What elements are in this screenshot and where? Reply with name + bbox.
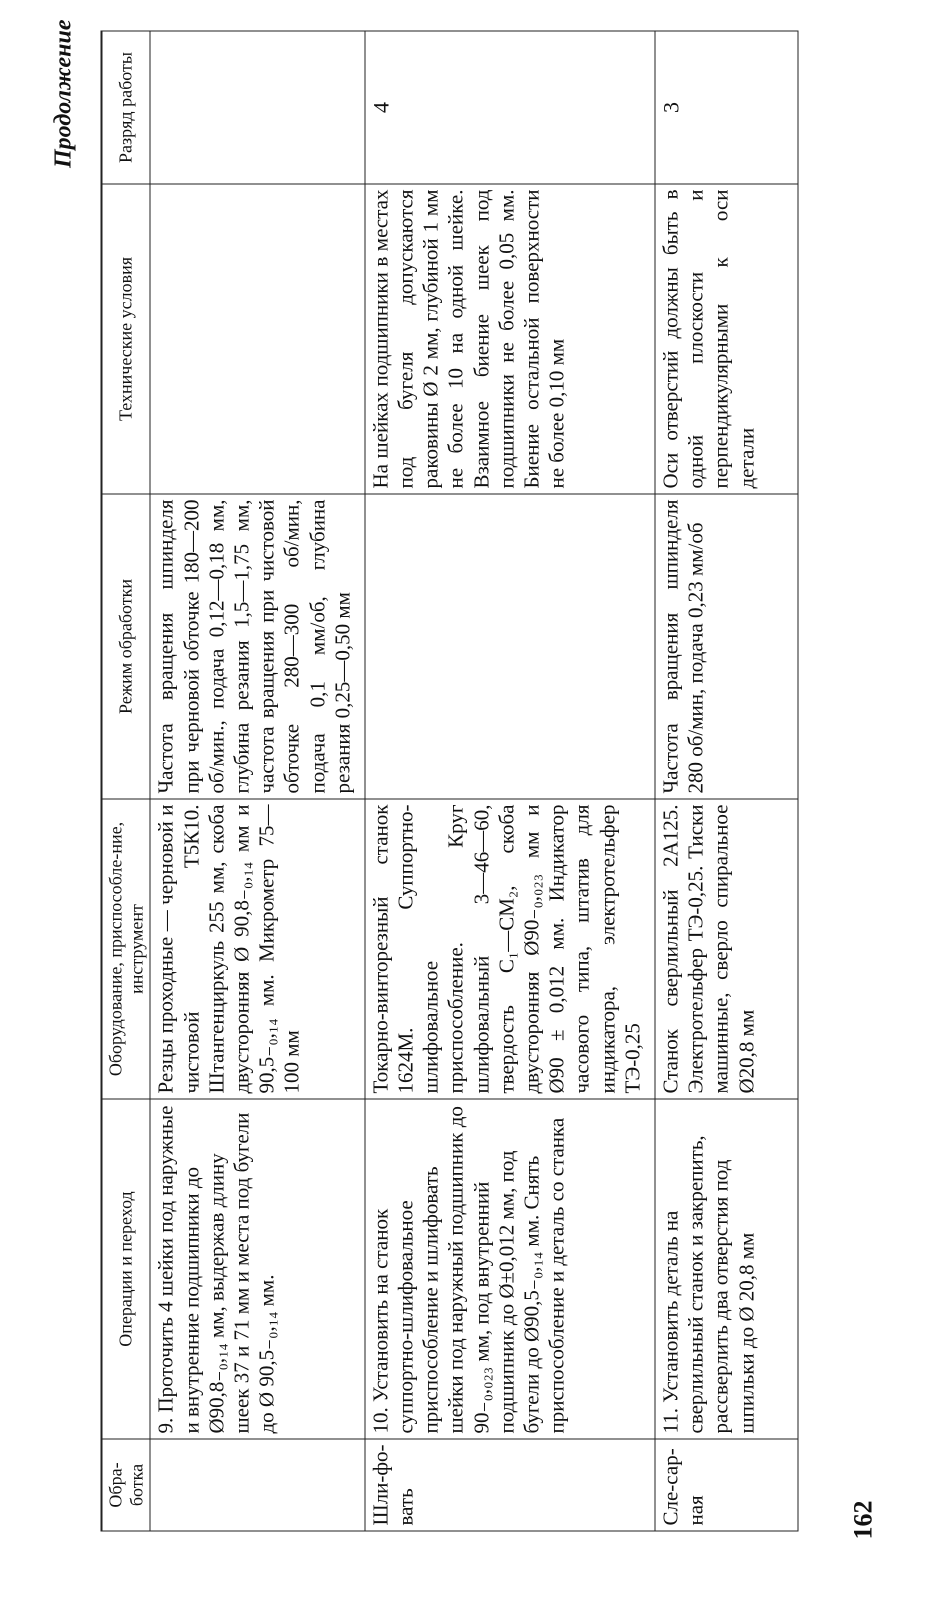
continuation-label: Продолжение bbox=[50, 19, 77, 168]
cell-operation bbox=[655, 1099, 798, 1439]
rotated-page bbox=[1, 0, 943, 1600]
operation-text: Проточить 4 шейки под наружные и внутренние подшипники до Ø90,8₋₀,₁₄ мм, выдержав длину шеек 37 и 71 мм и места под бугели до Ø 90,5₋₀,₁₄ мм. bbox=[153, 1105, 279, 1434]
cell-conditions bbox=[150, 184, 364, 494]
page-number: 162 bbox=[848, 1500, 878, 1540]
header-operation: Операции и переход bbox=[102, 1099, 151, 1439]
operation-text: Установить деталь на сверлильный станок и закрепить, рассверлить два отверстия под шпильки до Ø 20,8 мм bbox=[658, 1135, 759, 1434]
table-row bbox=[365, 31, 655, 1531]
header-processing: Обра-ботка bbox=[102, 1439, 151, 1531]
cell-mode: Частота вращения шпинделя при черновой обточке 180—200 об/мин., подача 0,12—0,18 мм, глубина резания 1,5—1,75 мм, частота вращения при чистовой обточке 280—300 об/мин, подача 0,1 мм/об, глубина резания 0,25—0,50 мм bbox=[150, 494, 364, 799]
table-header-row bbox=[102, 31, 151, 1531]
cell-conditions: На шейках подшипники в местах под бугеля допускаются раковины Ø 2 мм, глубиной 1 мм не более 10 на одной шейке. Взаимное биение шеек под подшипники не более 0,05 мм. Биение остальной поверхности не более 0,10 мм bbox=[365, 184, 655, 494]
cell-grade bbox=[150, 31, 364, 184]
technology-table bbox=[101, 31, 799, 1532]
cell-equipment: Резцы проходные — черновой и чистовой Т5К10. Штангенциркуль 255 мм, скоба двусторонняя Ø 90,8₋₀,₁₄ мм и 90,5₋₀,₁₄ мм. Микрометр 75—100 мм bbox=[150, 799, 364, 1099]
cell-conditions: Оси отверстий должны быть в одной плоскости и перпендикулярными к оси детали bbox=[655, 184, 798, 494]
cell-processing bbox=[150, 1439, 364, 1531]
cell-processing: Сле-сар-ная bbox=[655, 1439, 798, 1531]
header-conditions: Технические условия bbox=[102, 184, 151, 494]
header-mode: Режим обработки bbox=[102, 494, 151, 799]
cell-operation bbox=[365, 1099, 655, 1439]
cell-operation bbox=[150, 1099, 364, 1439]
table-row bbox=[655, 31, 798, 1531]
cell-processing: Шли-фо-вать bbox=[365, 1439, 655, 1531]
cell-equipment: Станок сверлильный 2А125. Электротельфер ТЭ-0,25. Тиски машинные, сверло спиральное Ø20,8 мм bbox=[655, 799, 798, 1099]
operation-number: 9. bbox=[153, 1417, 178, 1434]
header-equipment: Оборудование, приспособле-ние, инструмент bbox=[102, 799, 151, 1099]
operation-number: 10. bbox=[368, 1407, 393, 1434]
cell-grade: 3 bbox=[655, 31, 798, 184]
operation-number: 11. bbox=[658, 1408, 683, 1434]
header-grade: Разряд работы bbox=[102, 31, 151, 184]
cell-mode bbox=[365, 494, 655, 799]
cell-equipment: Токарно-винторезный станок 1624М. Суппортно-шлифовальное приспособление. Круг шлифовальный 3—46—60, твердость С₁—СМ₂, скоба двусторонняя Ø90₋₀,₀₂₃ мм и Ø90 ± 0,012 мм. Индикатор часового типа, штатив для индикатора, электротельфер ТЭ-0,25 bbox=[365, 799, 655, 1099]
cell-grade: 4 bbox=[365, 31, 655, 184]
cell-mode: Частота вращения шпинделя 280 об/мин, подача 0,23 мм/об bbox=[655, 494, 798, 799]
operation-text: Установить на станок суппортно-шлифовальное приспособление и шлифовать шейки под наружный подшипник до 90₋₀,₀₂₃ мм, под внутренний подшипник до Ø±0,012 мм, под бугели до Ø90,5₋₀,₁₄ мм. Снять приспособление и деталь со станка bbox=[368, 1106, 569, 1434]
table-row bbox=[150, 31, 364, 1531]
